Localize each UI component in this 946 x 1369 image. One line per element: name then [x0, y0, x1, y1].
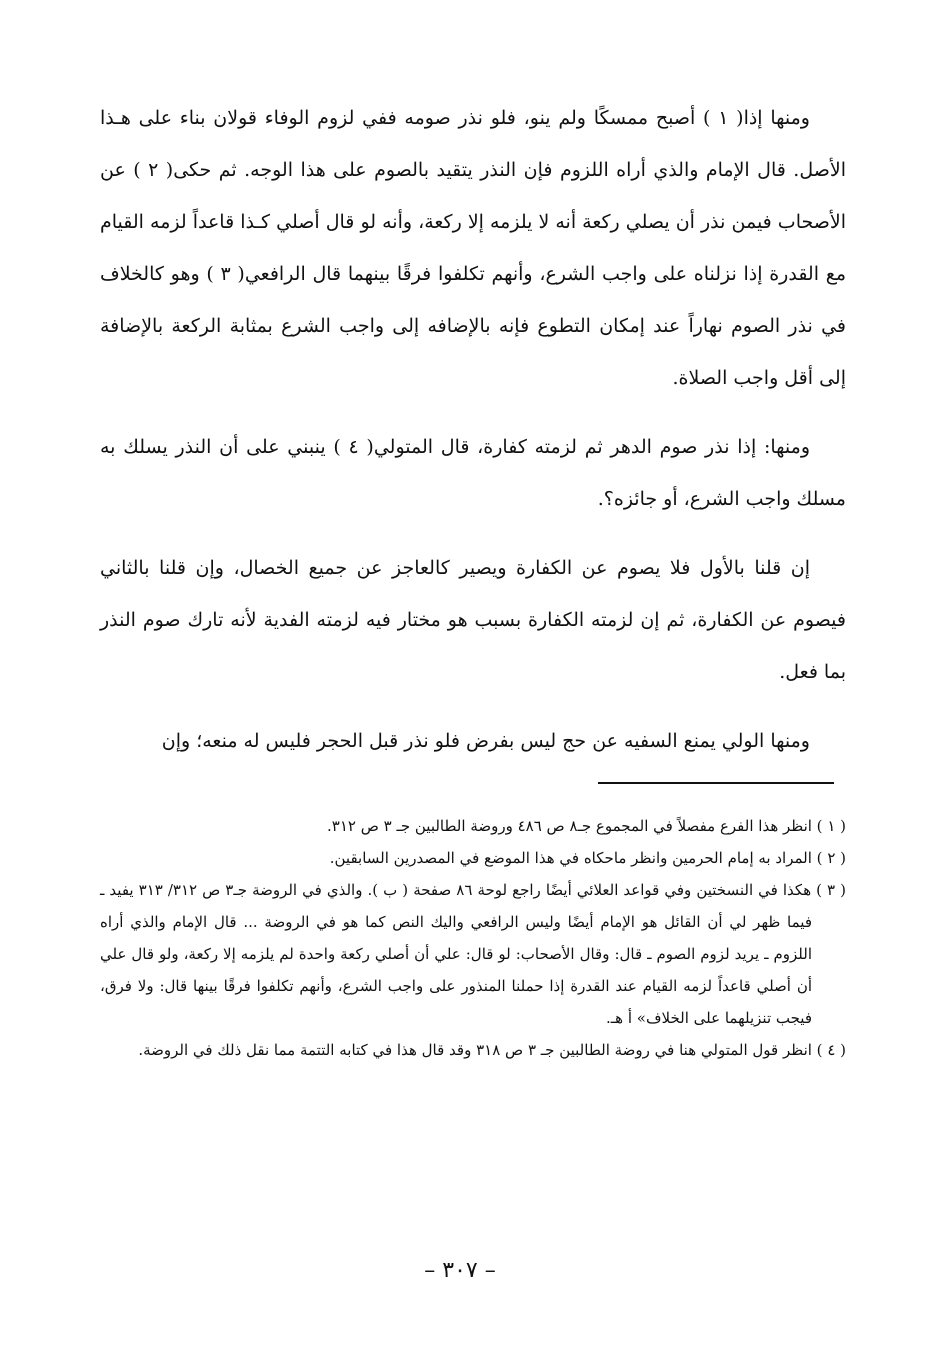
- paragraph: ومنها الولي يمنع السفيه عن حج ليس بفرض فلو نذر قبل الحجر فليس له منعه؛ وإن: [161, 730, 810, 752]
- footnote: ( ٤ ) انظر قول المتولي هنا في روضة الطالبين جـ ٣ ص ٣١٨ وقد قال هذا في كتابه التتمة مما نقل ذلك في الروضة.: [138, 1041, 846, 1059]
- paragraph: إن قلنا بالأول فلا يصوم عن الكفارة ويصير كالعاجز عن جميع الخصال، وإن قلنا بالثاني فيصوم عن الكفارة، ثم إن لزمته الكفارة بسبب هو مختار فيه لزمته الفدية لأنه تارك صوم النذر بما فعل.: [100, 557, 846, 683]
- main-text: [100, 92, 846, 784]
- page-number: – ٣٠٧ –: [424, 1258, 496, 1283]
- footnote: ( ٢ ) المراد به إمام الحرمين وانظر ماحكاه في هذا الموضع في المصدرين السابقين.: [329, 849, 846, 867]
- footnotes: [100, 810, 846, 1066]
- paragraph: ومنها إذا( ١ ) أصبح ممسكًا ولم ينو، فلو نذر صومه ففي لزوم الوفاء قولان بناء على هـذا الأصل. قال الإمام والذي أراه اللزوم فإن النذر يتقيد بالصوم على هذا الوجه. ثم حكى( ٢ ) عن الأصحاب فيمن نذر أن يصلي ركعة أنه لا يلزمه إلا ركعة، وأنه لو قال أصلي كـذا قاعداً لزمه القيام مع القدرة إذا نزلناه على واجب الشرع، وأنهم تكلفوا فرقًا بينهما قال الرافعي( ٣ ) وهو كالخلاف في نذر الصوم نهاراً عند إمكان التطوع فإنه بالإضافه إلى واجب الشرع بمثابة الركعة بالإضافة إلى أقل واجب الصلاة.: [100, 107, 846, 389]
- footnote: ( ٣ ) هكذا في النسختين وفي قواعد العلائي أيضًا راجع لوحة ٨٦ صفحة ( ب ). والذي في الروضة جـ٣ ص ٣١٢/ ٣١٣ يفيد ـ فيما ظهر لي أن القائل هو الإمام أيضًا وليس الرافعي واليك النص كما هو في الروضة ... قال الإمام والذي أراه اللزوم ـ يريد لزوم الصوم ـ قال: وقال الأصحاب: لو قال: علي أن أصلي ركعة واحدة لم يلزمه إلا ركعة، ولو قال علي أن أصلي قاعداً لزمه القيام عند القدرة إذا حملنا المنذور على واجب الشرع، وأنهم تكلفوا فرقًا بينها قال: ولا فرق، فيجب تنزيلهما على الخلاف» أ هـ.: [100, 881, 846, 1027]
- footnote-separator: [598, 782, 834, 784]
- paragraph: ومنها: إذا نذر صوم الدهر ثم لزمته كفارة، قال المتولي( ٤ ) ينبني على أن النذر يسلك به مسلك واجب الشرع، أو جائزه؟.: [100, 436, 846, 510]
- footnote: ( ١ ) انظر هذا الفرع مفصلاً في المجموع جـ٨ ص ٤٨٦ وروضة الطالبين جـ ٣ ص ٣١٢.: [327, 817, 846, 835]
